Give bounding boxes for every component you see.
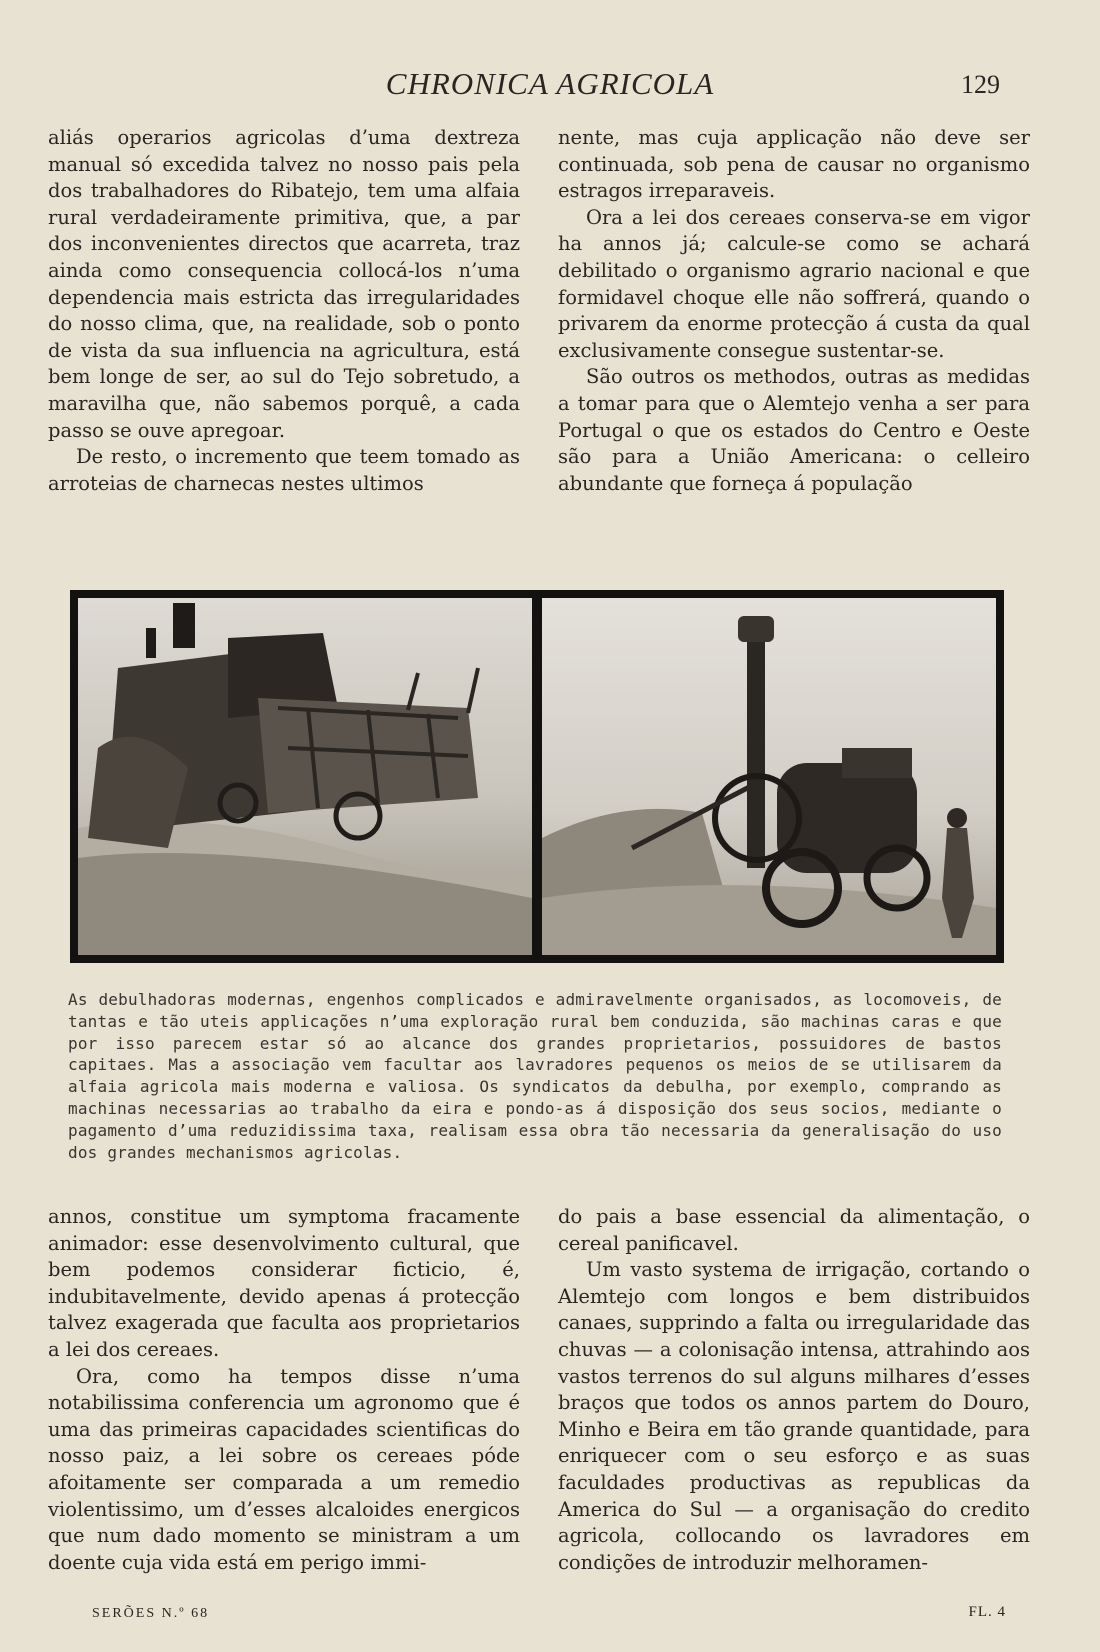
photo-caption: As debulhadoras modernas, engenhos complicados e admiravelmente organisados, as locomoveis, de tantas e tão uteis applicações n’uma exploração rural bem conduzida, são machinas caras e que por isso parecem estar só ao alcance dos grandes proprietarios, possuidores de bastos capitaes. Mas a associação vem facultar aos lavradores pequenos os meios de se utilisarem da alfaia agricola mais moderna e valiosa. Os syndicatos da debulha, por exemplo, comprando as machinas necessarias ao trabalho da eira e pondo-as á disposição dos seus socios, mediante o pagamento d’uma reduzidissima taxa, realisam essa obra tão necessaria da generalisação do uso dos grandes mechanismos agricolas. [68,990,1002,1162]
footer-issue: SERÕES N.º 68 [92,1606,210,1621]
footer-sheet: FL. 4 [968,1604,1006,1620]
paragraph: do pais a base essencial da alimentação, o cereal panificavel. [558,1205,1030,1255]
paragraph: Um vasto systema de irrigação, cortando o Alemtejo com longos e bem distribuidos canaes, supprindo a falta ou irregularidade das chuvas — a colonisação intensa, attrahindo aos vastos terrenos do sul alguns milhares d’esses braços que todos os annos partem do Douro, Minho e Beira em tão grande quantidade, para enriquecer com o seu esforço e as suas faculdades productivas as republicas da America do Sul — a organisação do credito agricola, collocando os lavradores em condições de introduzir melhoramen- [558,1258,1030,1574]
paragraph: De resto, o incremento que teem tomado as arroteias de charnecas nestes ultimos [48,445,520,495]
paragraph: São outros os methodos, outras as medidas a tomar para que o Alemtejo venha a ser para Portugal o que os estados do Centro e Oeste são para a União Americana: o celleiro abundante que forneça á população [558,365,1030,495]
paragraph: Ora a lei dos cereaes conserva-se em vigor ha annos já; calcule-se como se achará debilitado o organismo agrario nacional e que formidavel choque elle não soffrerá, quando o privarem da enorme protecção á custa da qual exclusivamente consegue sustentar-se. [558,205,1030,362]
column-top-left [48,125,520,497]
page-number: 129 [961,70,1000,99]
column-bottom-left [48,1204,520,1576]
running-header-title: CHRONICA AGRICOLA [385,66,715,101]
steam-locomobile-photo [542,598,996,955]
paragraph: annos, constitue um symptoma fracamente animador: esse desenvolvimento cultural, que bem podemos considerar ficticio, é, indubitavelmente, devido apenas á protecção talvez exagerada que faculta aos proprietarios a lei dos cereaes. [48,1205,520,1361]
paragraph: Ora, como ha tempos disse n’uma notabilissima conferencia um agronomo que é uma das primeiras capacidades scientificas do nosso paiz, a lei sobre os cereaes póde afoitamente ser comparada a um remedio violentissimo, um d’esses alcaloides energicos que num dado momento se ministram a um doente cuja vida está em perigo immi- [48,1364,520,1574]
threshing-machine-photo [78,598,532,955]
photo-plate [70,590,1004,963]
column-bottom-right [558,1204,1030,1576]
paragraph: aliás operarios agricolas d’uma dextreza manual só excedida talvez no nosso pais pela dos trabalhadores do Ribatejo, tem uma alfaia rural verdadeiramente primitiva, que, a par dos inconvenientes directos que acarreta, traz ainda como consequencia collocá-los n’uma dependencia mais estricta das irregularidades do nosso clima, que, na realidade, sob o ponto de vista da sua influencia na agricultura, está bem longe de ser, ao sul do Tejo sobretudo, a maravilha que, não sabemos porquê, a cada passo se ouve apregoar. [48,126,520,442]
column-top-right [558,125,1030,497]
paragraph: nente, mas cuja applicação não deve ser continuada, sob pena de causar no organismo estragos irreparaveis. [558,126,1030,203]
